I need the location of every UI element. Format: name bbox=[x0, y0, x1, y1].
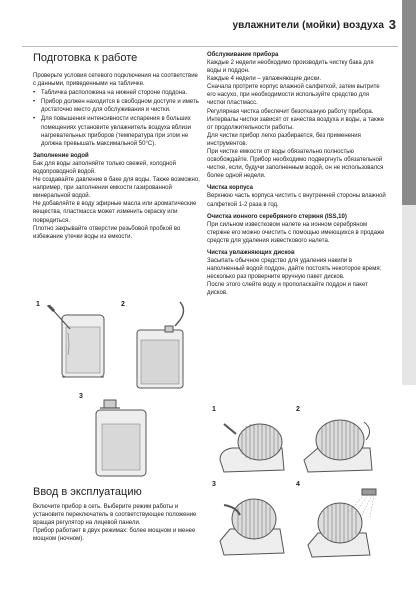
tank-figure-2 bbox=[125, 300, 200, 392]
header-title: увлажнители (мойки) воздуха bbox=[232, 20, 384, 31]
body-text: Верхнюю часть корпуса чистить с внутренней стороны влажной салфеткой 1-2 раза в год. bbox=[207, 193, 386, 208]
left-column bbox=[33, 52, 201, 241]
water-text: Бак для воды заполняйте только свежей, холодной водопроводной водой. Не создавайте давление в баке для воды. Также возможно, например, при заполнении емкости газированной минеральной водой. Не добавляйте в воду эфирные масла или ароматические вещества, пластмасса может изменить окраску или повредиться. Плотно закрывайте отверстие резьбовой пробкой во избежание утечки воды из емкости. bbox=[33, 160, 200, 240]
ion-heading: Очистка ионного серебряного стержня (ISS,10) bbox=[207, 213, 347, 220]
section-title-operation: Ввод в эксплуатацию bbox=[33, 486, 142, 498]
figure-label: 3 bbox=[79, 393, 83, 400]
ion-text: При сильном известковом налете на ионном серебряном стержне его можно очистить с помощью имеющихся в продаже средств для удаления известкового налета. bbox=[207, 221, 385, 244]
intro-text: Проверьте условия сетевого подключения на соответствие с данными, приведенными на табличке. bbox=[33, 73, 198, 88]
disc-figure-2 bbox=[300, 410, 380, 480]
figure-label: 2 bbox=[121, 301, 125, 308]
disc-figure-4 bbox=[300, 485, 384, 565]
figure-label: 1 bbox=[212, 406, 216, 413]
list-item: • Табличка расположена на нижней стороне поддона. bbox=[33, 89, 201, 97]
side-tab-light bbox=[402, 205, 416, 385]
right-column bbox=[207, 52, 387, 297]
section-title-preparation: Подготовка к работе bbox=[33, 52, 138, 64]
disc-figure-3 bbox=[214, 485, 294, 563]
tank-figure-1 bbox=[40, 305, 120, 390]
list-item: • Для повышения интенсивности испарения в больших помещениях установите увлажнитель воздуха вблизи нагревательных приборов (температура при этом не должна превышать максимальной 50°C). bbox=[33, 115, 201, 147]
disc-figure-1 bbox=[214, 410, 294, 480]
figure-label: 1 bbox=[36, 301, 40, 308]
disc-heading: Чистка увлажняющих дисков bbox=[207, 249, 295, 256]
service-heading: Обслуживание прибора bbox=[207, 52, 279, 58]
preparation-list bbox=[33, 89, 201, 148]
list-item: • Прибор должен находится в свободном доступе и иметь достаточно место для обслуживания и чистки. bbox=[33, 98, 201, 114]
page-number: 3 bbox=[388, 17, 396, 32]
disc-text: Засыпать обычное средство для удаления накипи в наполненный водой поддон, дайте постоять некоторое время; несколько раз проверните вручную пакет дисков. После этого слейте воду и прополаскайте поддон и пакет дисков. bbox=[207, 257, 382, 297]
body-heading: Чистка корпуса bbox=[207, 185, 253, 192]
figure-label: 3 bbox=[212, 481, 216, 488]
tank-figure-3 bbox=[90, 396, 165, 480]
figure-label: 2 bbox=[296, 406, 300, 413]
side-tab-dark bbox=[402, 0, 416, 205]
header-divider bbox=[22, 46, 398, 47]
figure-label: 4 bbox=[296, 481, 300, 488]
water-heading: Заполнение водой bbox=[33, 152, 89, 159]
operation-text: Включите прибор в сеть. Выберите режим работы и установите переключатель в соответствующее положение вращая регулятор на лицевой панели. Прибор работает в двух режимах: более мощном и менее мощном (ночном). bbox=[33, 504, 197, 543]
service-text: Каждые 2 недели необходимо производить чистку бака для воды и поддон. Каждые 4 недели – увлажняющие диски. Сначала протрите корпус влажной салфеткой, затем вытрите его насухо, при необходимости используйте средство для чистки пластмасс. Регулярная чистка обеспечит безотказную работу прибора. Интервалы чистки зависят от качества воздуха и воды, а также от продолжительности работы. Для чистки прибор легко разбирается, без применения инструментов. При чистке емкости от воды обязательно полностью освобождайте. Прибор необходимо подвергнуть обязательной чистке, если, будучи заполненным водой, он не использовался более одной недели. bbox=[207, 60, 384, 180]
